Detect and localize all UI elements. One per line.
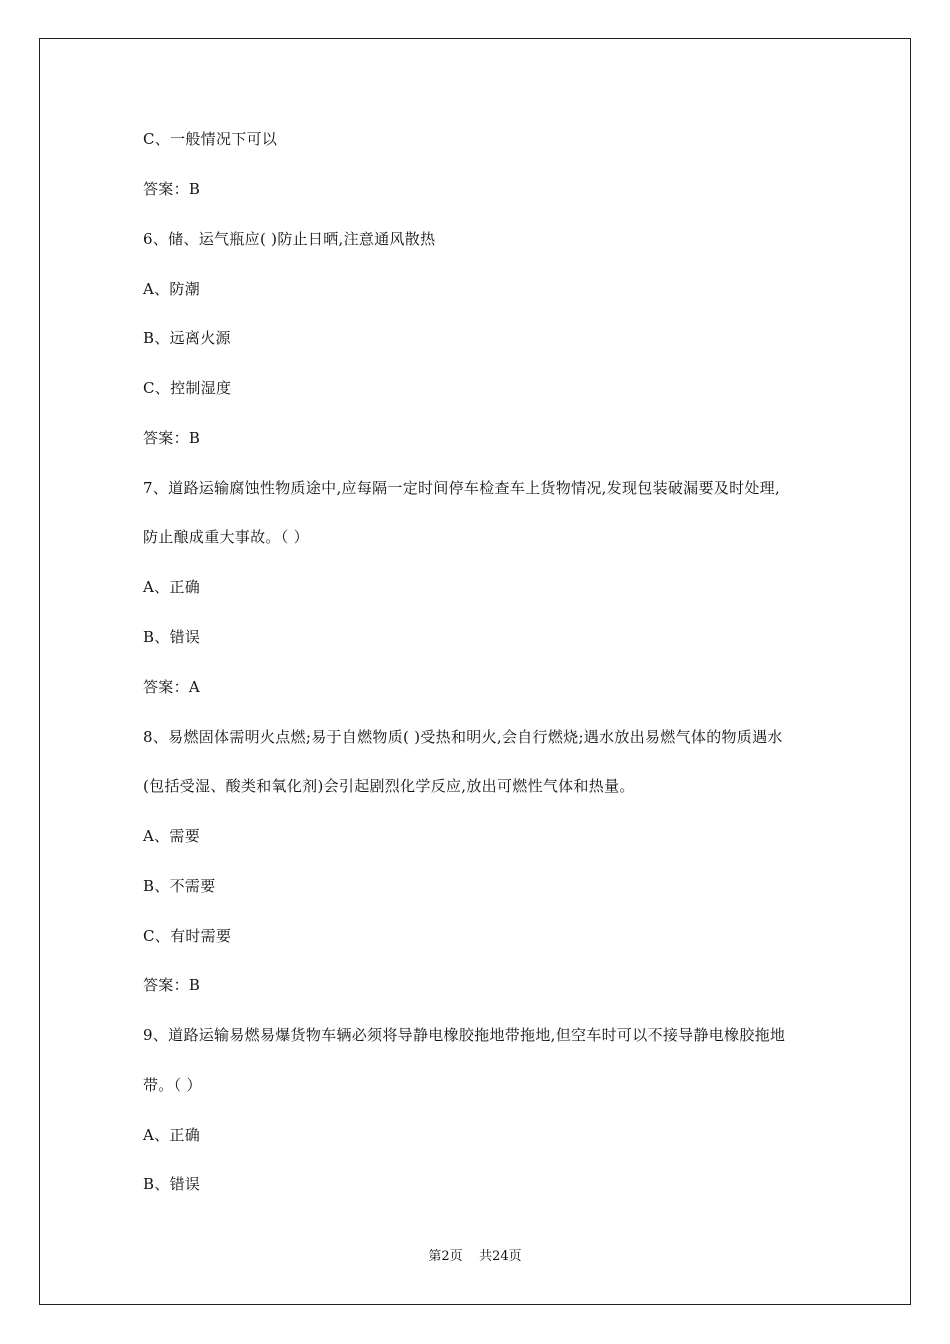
question-line: 8、易燃固体需明火点燃;易于自燃物质( )受热和明火,会自行燃烧;遇水放出易燃气体的物质遇水 [143,728,783,746]
answer-line: 答案：A [143,678,201,696]
question-line: 7、道路运输腐蚀性物质途中,应每隔一定时间停车检查车上货物情况,发现包装破漏要及时处理, [143,479,781,497]
answer-line: 答案：B [143,180,201,198]
option-line: C、有时需要 [143,927,232,945]
question-line: (包括受湿、酸类和氧化剂)会引起剧烈化学反应,放出可燃性气体和热量。 [143,777,635,795]
answer-line: 答案：B [143,976,201,994]
option-line: A、需要 [143,827,201,845]
question-line: 9、道路运输易燃易爆货物车辆必须将导静电橡胶拖地带拖地,但空车时可以不接导静电橡胶拖地 [143,1026,786,1044]
question-line: 带。（ ） [143,1076,202,1094]
option-line: A、正确 [143,578,201,596]
answer-line: 答案：B [143,429,201,447]
option-line: B、错误 [143,1175,201,1193]
option-line: A、正确 [143,1126,201,1144]
option-line: B、远离火源 [143,329,231,347]
option-line: B、错误 [143,628,201,646]
option-line: B、不需要 [143,877,216,895]
question-line: 6、储、运气瓶应( )防止日晒,注意通风散热 [143,230,436,248]
page-footer: 第2页 共24页 [428,1249,522,1264]
option-line: C、一般情况下可以 [143,130,278,148]
option-line: C、控制湿度 [143,379,232,397]
option-line: A、防潮 [143,280,201,298]
question-line: 防止酿成重大事故。（ ） [143,528,309,546]
